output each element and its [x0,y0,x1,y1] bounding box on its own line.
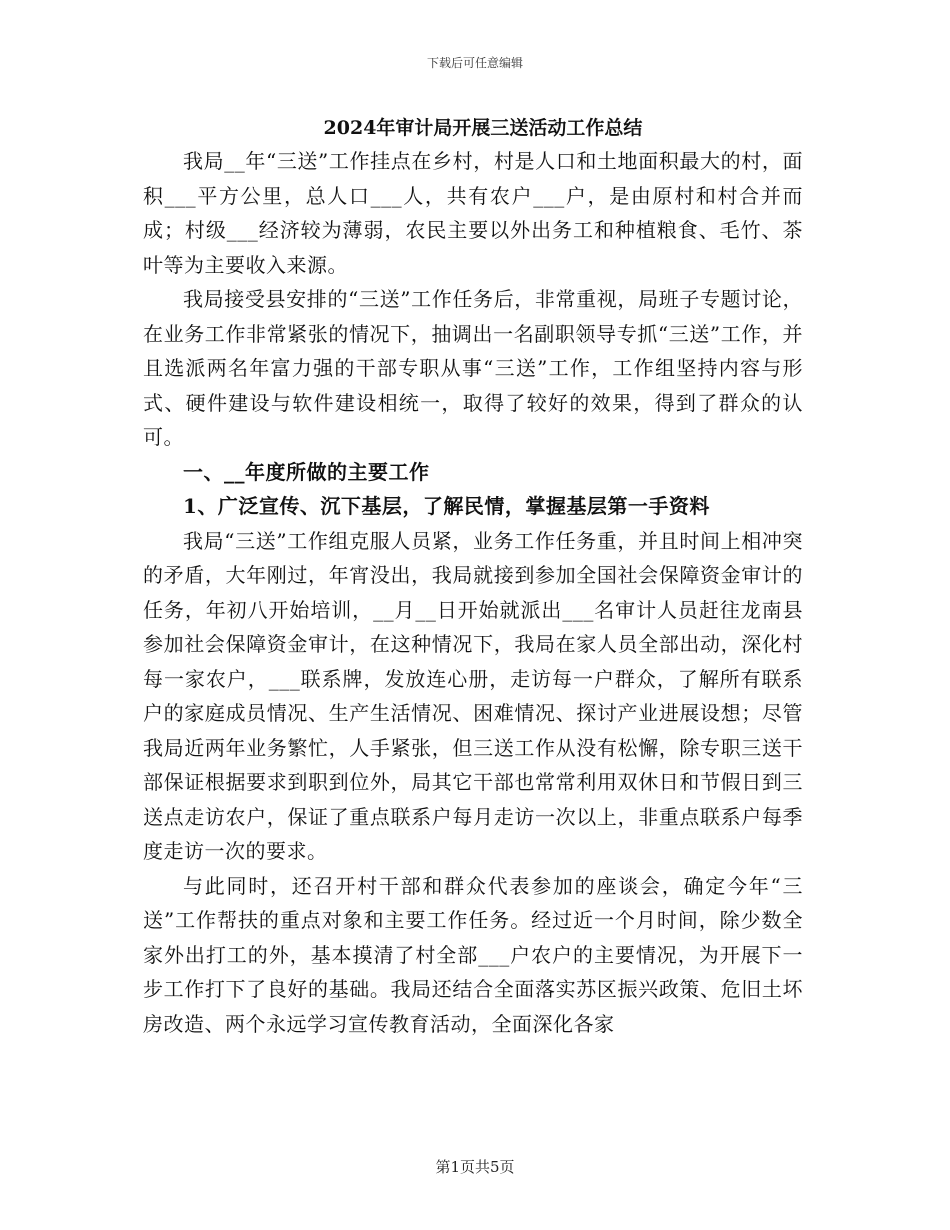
paragraph-work: 我局“三送”工作组克服人员紧，业务工作任务重，并且时间上相冲突的矛盾，大年刚过，年宵没出，我局就接到参加全国社会保障资金审计的任务，年初八开始培训，__月__日开始就派出___名审计人员赶往龙南县参加社会保障资金审计，在这种情况下，我局在家人员全部出动，深化村每一家农户，___联系牌，发放连心册，走访每一户群众，了解所有联系户的家庭成员情况、生产生活情况、困难情况、探讨产业进展设想；尽管我局近两年业务繁忙，人手紧张，但三送工作从没有松懈，除专职三送干部保证根据要求到职到位外，局其它干部也常常利用双休日和节假日到三送点走访农户，保证了重点联系户每月走访一次以上，非重点联系户每季度走访一次的要求。 [143,528,803,863]
header-note: 下载后可任意编辑 [426,56,523,70]
page-footer: 第1页共5页 [435,1158,515,1176]
subsection-heading: 1、广泛宣传、沉下基层，了解民情，掌握基层第一手资料 [183,494,710,518]
paragraph-meeting: 与此同时，还召开村干部和群众代表参加的座谈会，确定今年“三送”工作帮扶的重点对象和主要工作任务。经过近一个月时间，除少数全家外出打工的外，基本摸清了村全部___户农户的主要情况，为开展下一步工作打下了良好的基础。我局还结合全面落实苏区振兴政策、危旧土坏房改造、两个永远学习宣传教育活动，全面深化各家 [143,873,803,1036]
document-body [143,112,803,1041]
document-title: 2024年审计局开展三送活动工作总结 [323,117,643,139]
paragraph-intro: 我局__年“三送”工作挂点在乡村，村是人口和土地面积最大的村，面积___平方公里，总人口___人，共有农户___户，是由原村和村合并而成；村级___经济较为薄弱，农民主要以外出务工和种植粮食、毛竹、茶叶等为主要收入来源。 [143,149,803,277]
section-heading: 一、__年度所做的主要工作 [183,459,430,484]
paragraph-task: 我局接受县安排的“三送”工作任务后，非常重视，局班子专题讨论，在业务工作非常紧张的情况下，抽调出一名副职领导专抓“三送”工作，并且选派两名年富力强的干部专职从事“三送”工作，工作组坚持内容与形式、硬件建设与软件建设相统一，取得了较好的效果，得到了群众的认可。 [143,287,803,449]
